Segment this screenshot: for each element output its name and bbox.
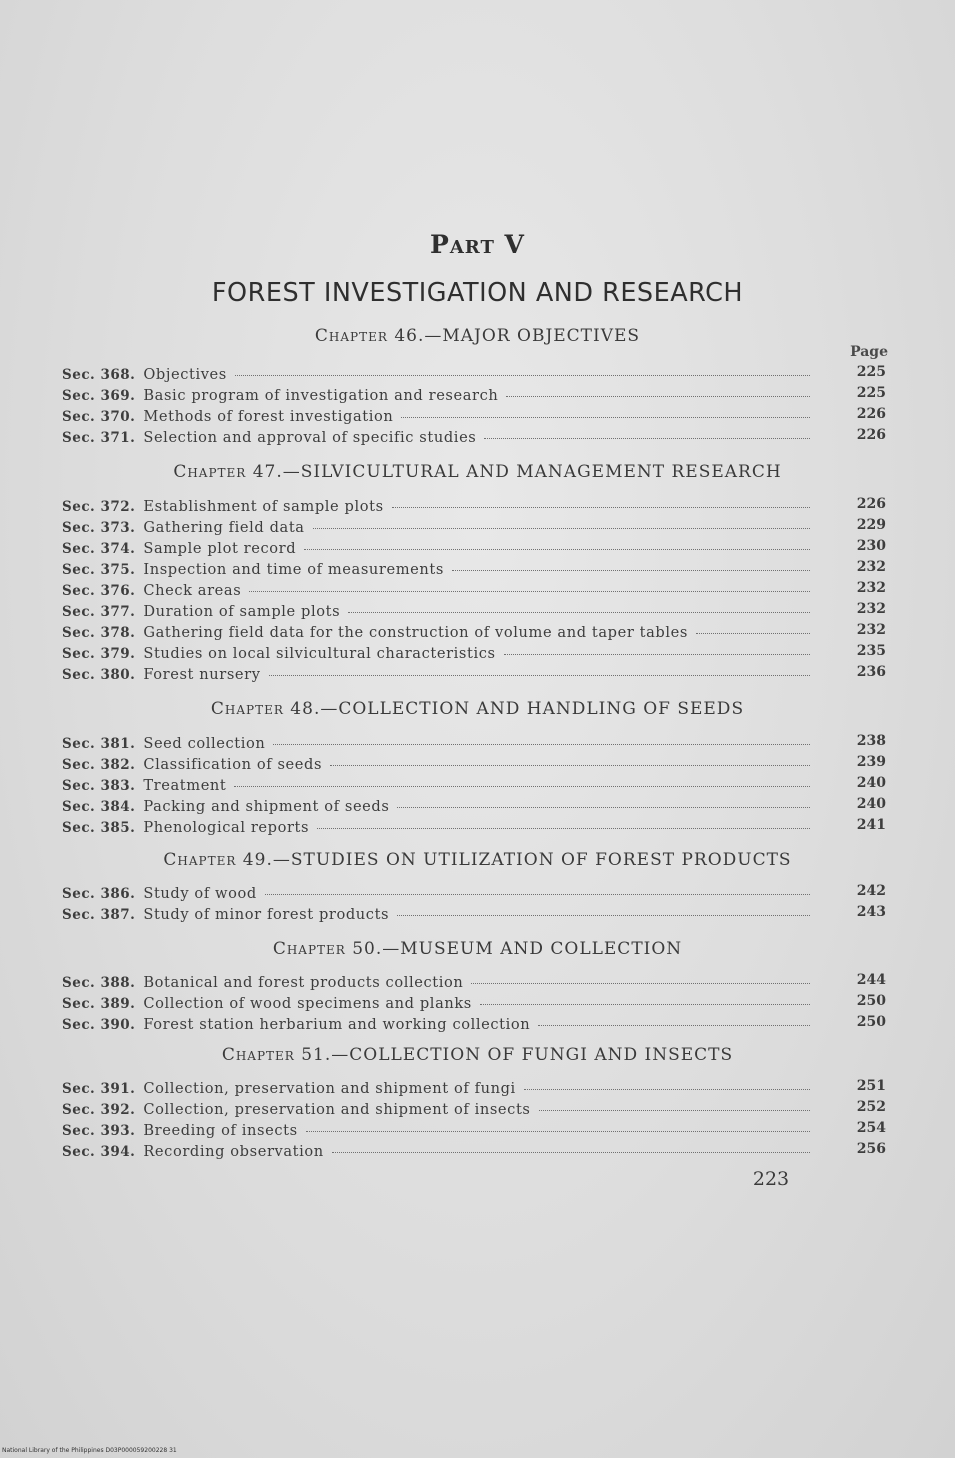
toc-entry — [62, 561, 810, 582]
section-page-number: 239 — [856, 754, 886, 770]
dot-leader — [306, 1131, 810, 1132]
dot-leader — [392, 507, 810, 508]
section-title: Forest station herbarium and working collection — [143, 1016, 531, 1033]
page-column-header: Page — [850, 344, 888, 360]
dot-leader — [397, 915, 810, 916]
chapter-label: Chapter 50. — [272, 939, 383, 959]
section-title: Treatment — [143, 777, 227, 794]
chapter-heading — [0, 326, 955, 346]
section-page-number: 250 — [856, 1014, 886, 1030]
dot-leader — [480, 1004, 810, 1005]
chapter-heading — [0, 699, 955, 719]
chapter-heading — [0, 850, 955, 870]
section-page-number: 254 — [856, 1120, 886, 1136]
scan-footer: National Library of the Philippines D03P000059200228 31 — [2, 1447, 177, 1454]
section-title: Study of minor forest products — [143, 906, 390, 923]
section-page-number: 225 — [856, 385, 886, 401]
section-page-number: 232 — [856, 559, 886, 575]
section-title: Methods of forest investigation — [143, 408, 394, 425]
toc-entry — [62, 974, 810, 995]
section-page-number: 226 — [856, 427, 886, 443]
section-title: Check areas — [143, 582, 242, 599]
dot-leader — [332, 1152, 810, 1153]
section-page-number: 240 — [856, 775, 886, 791]
section-number: Sec. 376. — [62, 583, 136, 599]
dot-leader — [538, 1025, 810, 1026]
chapter-heading — [0, 939, 955, 959]
section-title: Gathering field data for the construction of volume and taper tables — [143, 624, 688, 641]
dot-leader — [317, 828, 810, 829]
section-title: Objectives — [143, 366, 227, 383]
section-number: Sec. 390. — [62, 1017, 136, 1033]
section-page-number: 240 — [856, 796, 886, 812]
chapter-label: Chapter 48. — [210, 699, 321, 719]
section-page-number: 238 — [856, 733, 886, 749]
dot-leader — [235, 375, 810, 376]
dot-leader — [397, 807, 810, 808]
section-page-number: 232 — [856, 622, 886, 638]
section-title: Study of wood — [143, 885, 257, 902]
toc-entry — [62, 603, 810, 624]
section-number: Sec. 383. — [62, 778, 136, 794]
section-number: Sec. 378. — [62, 625, 136, 641]
section-page-number: 241 — [856, 817, 886, 833]
chapter-heading — [0, 1045, 955, 1065]
section-page-number: 250 — [856, 993, 886, 1009]
main-title: FOREST INVESTIGATION AND RESEARCH — [211, 278, 744, 308]
toc-entry — [62, 1143, 810, 1164]
dot-leader — [234, 786, 810, 787]
section-page-number: 232 — [856, 580, 886, 596]
section-page-number: 243 — [856, 904, 886, 920]
section-number: Sec. 371. — [62, 430, 136, 446]
section-title: Duration of sample plots — [143, 603, 341, 620]
section-number: Sec. 384. — [62, 799, 136, 815]
toc-entry — [62, 1016, 810, 1037]
section-page-number: 226 — [856, 406, 886, 422]
toc-entry — [62, 645, 810, 666]
section-title: Botanical and forest products collection — [143, 974, 464, 991]
section-number: Sec. 379. — [62, 646, 136, 662]
dot-leader — [484, 438, 810, 439]
section-page-number: 251 — [856, 1078, 886, 1094]
section-number: Sec. 388. — [62, 975, 136, 991]
section-number: Sec. 372. — [62, 499, 136, 515]
section-number: Sec. 382. — [62, 757, 136, 773]
section-number: Sec. 385. — [62, 820, 136, 836]
section-number: Sec. 375. — [62, 562, 136, 578]
dot-leader — [348, 612, 810, 613]
chapter-title: —STUDIES ON UTILIZATION OF FOREST PRODUCTS — [272, 850, 792, 870]
section-title: Classification of seeds — [143, 756, 323, 773]
section-number: Sec. 381. — [62, 736, 136, 752]
part-title: Part V — [430, 230, 525, 259]
dot-leader — [452, 570, 810, 571]
section-title: Collection, preservation and shipment of insects — [143, 1101, 531, 1118]
section-number: Sec. 394. — [62, 1144, 136, 1160]
dot-leader — [313, 528, 810, 529]
section-title: Gathering field data — [143, 519, 305, 536]
section-number: Sec. 389. — [62, 996, 136, 1012]
section-number: Sec. 380. — [62, 667, 136, 683]
toc-entry — [62, 819, 810, 840]
section-page-number: 226 — [856, 496, 886, 512]
dot-leader — [524, 1089, 810, 1090]
dot-leader — [506, 396, 810, 397]
toc-entry — [62, 756, 810, 777]
chapter-label: Chapter 49. — [163, 850, 273, 870]
section-number: Sec. 386. — [62, 886, 136, 902]
chapter-title: —COLLECTION OF FUNGI AND INSECTS — [331, 1045, 734, 1065]
dot-leader — [273, 744, 810, 745]
section-page-number: 242 — [856, 883, 886, 899]
dot-leader — [504, 654, 810, 655]
section-title: Packing and shipment of seeds — [143, 798, 390, 815]
toc-entry — [62, 885, 810, 906]
section-page-number: 236 — [856, 664, 886, 680]
section-title: Collection, preservation and shipment of fungi — [143, 1080, 516, 1097]
dot-leader — [304, 549, 810, 550]
section-title: Selection and approval of specific studies — [143, 429, 477, 446]
section-page-number: 225 — [856, 364, 886, 380]
section-number: Sec. 369. — [62, 388, 136, 404]
section-title: Recording observation — [143, 1143, 324, 1160]
dot-leader — [265, 894, 810, 895]
toc-entry — [62, 1122, 810, 1143]
toc-entry — [62, 540, 810, 561]
section-page-number: 229 — [856, 517, 886, 533]
section-number: Sec. 387. — [62, 907, 136, 923]
toc-entry — [62, 519, 810, 540]
toc-entry — [62, 582, 810, 603]
section-title: Seed collection — [143, 735, 266, 752]
toc-entry — [62, 666, 810, 687]
toc-entry — [62, 798, 810, 819]
section-number: Sec. 368. — [62, 367, 136, 383]
section-page-number: 256 — [856, 1141, 886, 1157]
dot-leader — [696, 633, 810, 634]
dot-leader — [249, 591, 810, 592]
section-title: Phenological reports — [143, 819, 310, 836]
section-page-number: 230 — [856, 538, 886, 554]
chapter-heading — [0, 462, 955, 482]
toc-entry — [62, 624, 810, 645]
chapter-title: —MUSEUM AND COLLECTION — [382, 939, 683, 959]
section-title: Forest nursery — [143, 666, 261, 683]
toc-entry — [62, 906, 810, 927]
chapter-title: —MAJOR OBJECTIVES — [424, 326, 641, 346]
toc-entry — [62, 498, 810, 519]
toc-entry — [62, 366, 810, 387]
toc-entry — [62, 408, 810, 429]
chapter-label: Chapter 51. — [221, 1045, 332, 1065]
toc-entry — [62, 387, 810, 408]
chapter-label: Chapter 47. — [173, 462, 283, 482]
chapter-title: —SILVICULTURAL AND MANAGEMENT RESEARCH — [282, 462, 782, 482]
section-title: Sample plot record — [143, 540, 297, 557]
section-page-number: 232 — [856, 601, 886, 617]
chapter-label: Chapter 46. — [314, 326, 425, 346]
section-title: Inspection and time of measurements — [143, 561, 444, 578]
page-number: 223 — [752, 1168, 790, 1190]
section-number: Sec. 391. — [62, 1081, 136, 1097]
chapter-title: —COLLECTION AND HANDLING OF SEEDS — [320, 699, 745, 719]
toc-entry — [62, 777, 810, 798]
dot-leader — [539, 1110, 811, 1111]
toc-entry — [62, 1101, 810, 1122]
toc-entry — [62, 735, 810, 756]
toc-entry — [62, 429, 810, 450]
section-title: Breeding of insects — [143, 1122, 298, 1139]
dot-leader — [330, 765, 810, 766]
dot-leader — [401, 417, 810, 418]
section-number: Sec. 373. — [62, 520, 136, 536]
section-page-number: 252 — [856, 1099, 886, 1115]
section-number: Sec. 374. — [62, 541, 136, 557]
section-title: Basic program of investigation and research — [143, 387, 499, 404]
section-title: Studies on local silvicultural characteristics — [143, 645, 496, 662]
section-page-number: 235 — [856, 643, 886, 659]
toc-entry — [62, 995, 810, 1016]
section-number: Sec. 377. — [62, 604, 136, 620]
section-number: Sec. 392. — [62, 1102, 136, 1118]
section-title: Collection of wood specimens and planks — [143, 995, 472, 1012]
section-number: Sec. 370. — [62, 409, 136, 425]
dot-leader — [269, 675, 810, 676]
section-page-number: 244 — [856, 972, 886, 988]
toc-entry — [62, 1080, 810, 1101]
section-title: Establishment of sample plots — [143, 498, 384, 515]
section-number: Sec. 393. — [62, 1123, 136, 1139]
dot-leader — [471, 983, 810, 984]
